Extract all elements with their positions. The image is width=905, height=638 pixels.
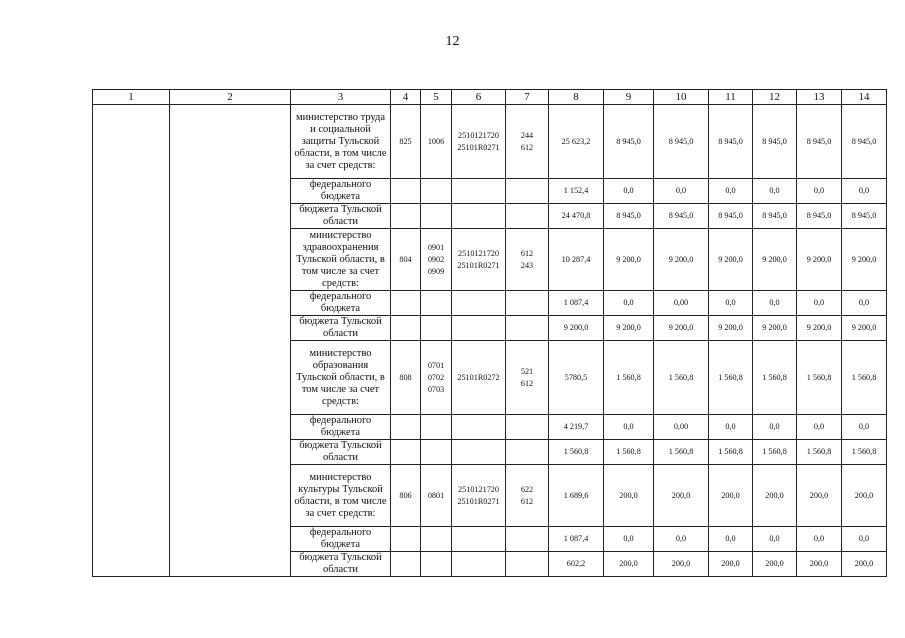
value-cell: 25 623,2 xyxy=(549,105,604,179)
value-cell: 0,0 xyxy=(709,291,753,316)
row-label: министерство культуры Тульской области, в том числе за счет средств: xyxy=(291,465,391,527)
cell-col-7 xyxy=(506,465,549,527)
cell-col-5 xyxy=(421,204,452,229)
value-cell: 5780,5 xyxy=(549,341,604,415)
cell-col-5 xyxy=(421,527,452,552)
cell-line: 612 xyxy=(520,378,534,388)
cell-col-6 xyxy=(452,229,506,291)
value-cell: 602,2 xyxy=(549,552,604,577)
cell-col-5 xyxy=(421,105,452,179)
value-cell: 0,0 xyxy=(842,179,887,204)
value-cell: 8 945,0 xyxy=(842,204,887,229)
cell-col-7 xyxy=(506,179,549,204)
value-cell: 24 470,8 xyxy=(549,204,604,229)
value-cell: 200,0 xyxy=(604,465,654,527)
cell-line: 0703 xyxy=(427,384,445,394)
cell-line: 0909 xyxy=(427,266,445,276)
cell-line: 244 xyxy=(520,130,534,140)
column-header: 9 xyxy=(604,90,654,105)
column-header: 2 xyxy=(170,90,291,105)
cell-col-6 xyxy=(452,291,506,316)
value-cell: 200,0 xyxy=(797,465,842,527)
value-cell: 9 200,0 xyxy=(797,316,842,341)
cell-line: 0901 xyxy=(427,242,445,252)
cell-col-6 xyxy=(452,341,506,415)
value-cell: 8 945,0 xyxy=(797,204,842,229)
cell-line: 25101R0271 xyxy=(457,260,500,270)
value-cell: 1 560,8 xyxy=(549,440,604,465)
value-cell: 8 945,0 xyxy=(842,105,887,179)
cell-line: 0902 xyxy=(427,254,445,264)
cell-line: 243 xyxy=(520,260,534,270)
cell-col-4: 825 xyxy=(391,105,421,179)
value-cell: 8 945,0 xyxy=(654,105,709,179)
cell-col-7 xyxy=(506,341,549,415)
cell-col-5 xyxy=(421,440,452,465)
column-header: 12 xyxy=(753,90,797,105)
value-cell: 1 087,4 xyxy=(549,527,604,552)
value-cell: 9 200,0 xyxy=(709,229,753,291)
cell-line: 2510121720 xyxy=(458,484,499,494)
value-cell: 0,0 xyxy=(604,291,654,316)
row-label: министерство образования Тульской области, в том числе за счет средств: xyxy=(291,341,391,415)
cell-col-5 xyxy=(421,465,452,527)
cell-col-6 xyxy=(452,440,506,465)
column-header: 6 xyxy=(452,90,506,105)
value-cell: 200,0 xyxy=(753,465,797,527)
table-row xyxy=(93,105,887,179)
column-header: 7 xyxy=(506,90,549,105)
value-cell: 0,0 xyxy=(753,291,797,316)
value-cell: 1 560,8 xyxy=(797,341,842,415)
value-cell: 8 945,0 xyxy=(753,105,797,179)
cell-col-6 xyxy=(452,415,506,440)
value-cell: 8 945,0 xyxy=(654,204,709,229)
value-cell: 9 200,0 xyxy=(842,229,887,291)
value-cell: 200,0 xyxy=(654,552,709,577)
value-cell: 0,0 xyxy=(753,415,797,440)
column-header: 4 xyxy=(391,90,421,105)
value-cell: 0,0 xyxy=(709,415,753,440)
cell-line: 25101R0272 xyxy=(457,372,500,382)
cell-col-5 xyxy=(421,341,452,415)
cell-col-4: 808 xyxy=(391,341,421,415)
value-cell: 200,0 xyxy=(842,465,887,527)
cell-line: 612 xyxy=(520,142,534,152)
value-cell: 9 200,0 xyxy=(753,316,797,341)
value-cell: 1 560,8 xyxy=(709,440,753,465)
value-cell: 9 200,0 xyxy=(604,229,654,291)
row-label: федерального бюджета xyxy=(291,527,391,552)
value-cell: 0,0 xyxy=(709,527,753,552)
column-header: 5 xyxy=(421,90,452,105)
value-cell: 1 087,4 xyxy=(549,291,604,316)
cell-line: 521 xyxy=(520,366,534,376)
value-cell: 200,0 xyxy=(709,465,753,527)
value-cell: 1 560,8 xyxy=(753,341,797,415)
cell-col-2 xyxy=(170,105,291,577)
row-label: федерального бюджета xyxy=(291,291,391,316)
value-cell: 0,0 xyxy=(797,291,842,316)
value-cell: 1 560,8 xyxy=(842,341,887,415)
page-number: 12 xyxy=(445,34,460,49)
value-cell: 8 945,0 xyxy=(604,105,654,179)
cell-col-6 xyxy=(452,179,506,204)
value-cell: 0,0 xyxy=(842,415,887,440)
cell-col-4 xyxy=(391,316,421,341)
column-header: 13 xyxy=(797,90,842,105)
cell-col-5 xyxy=(421,291,452,316)
value-cell: 9 200,0 xyxy=(842,316,887,341)
value-cell: 200,0 xyxy=(604,552,654,577)
cell-line: 2510121720 xyxy=(458,248,499,258)
row-label: федерального бюджета xyxy=(291,415,391,440)
cell-col-4 xyxy=(391,204,421,229)
column-header: 3 xyxy=(291,90,391,105)
value-cell: 10 287,4 xyxy=(549,229,604,291)
cell-col-6 xyxy=(452,105,506,179)
value-cell: 200,0 xyxy=(797,552,842,577)
value-cell: 0,0 xyxy=(604,415,654,440)
value-cell: 1 560,8 xyxy=(797,440,842,465)
cell-col-4 xyxy=(391,415,421,440)
row-label: бюджета Тульской области xyxy=(291,440,391,465)
cell-col-7 xyxy=(506,527,549,552)
value-cell: 0,0 xyxy=(797,179,842,204)
value-cell: 1 560,8 xyxy=(709,341,753,415)
value-cell: 1 560,8 xyxy=(604,341,654,415)
cell-col-4 xyxy=(391,552,421,577)
table-body xyxy=(93,105,887,577)
cell-col-5 xyxy=(421,316,452,341)
value-cell: 200,0 xyxy=(753,552,797,577)
value-cell: 0,0 xyxy=(842,291,887,316)
cell-line: 2510121720 xyxy=(458,130,499,140)
value-cell: 1 560,8 xyxy=(654,440,709,465)
cell-col-7 xyxy=(506,204,549,229)
cell-col-5 xyxy=(421,179,452,204)
value-cell: 8 945,0 xyxy=(709,105,753,179)
cell-col-7 xyxy=(506,291,549,316)
value-cell: 8 945,0 xyxy=(797,105,842,179)
value-cell: 1 560,8 xyxy=(654,341,709,415)
value-cell: 4 219,7 xyxy=(549,415,604,440)
value-cell: 0,0 xyxy=(753,527,797,552)
cell-col-5 xyxy=(421,229,452,291)
cell-col-4: 804 xyxy=(391,229,421,291)
header-row xyxy=(93,90,887,105)
cell-line: 0801 xyxy=(427,490,445,500)
value-cell: 0,0 xyxy=(753,179,797,204)
cell-col-7 xyxy=(506,440,549,465)
value-cell: 200,0 xyxy=(842,552,887,577)
row-label: федерального бюджета xyxy=(291,179,391,204)
column-header: 8 xyxy=(549,90,604,105)
cell-col-7 xyxy=(506,415,549,440)
cell-col-6 xyxy=(452,465,506,527)
cell-line: 612 xyxy=(520,248,534,258)
value-cell: 0,0 xyxy=(797,527,842,552)
cell-col-6 xyxy=(452,204,506,229)
value-cell: 0,00 xyxy=(654,415,709,440)
cell-col-7 xyxy=(506,105,549,179)
cell-col-4 xyxy=(391,291,421,316)
value-cell: 9 200,0 xyxy=(709,316,753,341)
cell-line: 0702 xyxy=(427,372,445,382)
column-header: 14 xyxy=(842,90,887,105)
cell-line: 0701 xyxy=(427,360,445,370)
value-cell: 1 560,8 xyxy=(753,440,797,465)
cell-col-4 xyxy=(391,527,421,552)
value-cell: 0,0 xyxy=(842,527,887,552)
cell-col-7 xyxy=(506,229,549,291)
row-label: министерство здравоохранения Тульской области, в том числе за счет средств: xyxy=(291,229,391,291)
value-cell: 8 945,0 xyxy=(709,204,753,229)
cell-col-5 xyxy=(421,552,452,577)
value-cell: 9 200,0 xyxy=(654,316,709,341)
cell-line: 622 xyxy=(520,484,534,494)
value-cell: 200,0 xyxy=(654,465,709,527)
cell-col-4 xyxy=(391,179,421,204)
cell-line: 25101R0271 xyxy=(457,496,500,506)
value-cell: 0,0 xyxy=(604,179,654,204)
cell-col-7 xyxy=(506,316,549,341)
value-cell: 0,0 xyxy=(709,179,753,204)
column-header: 1 xyxy=(93,90,170,105)
value-cell: 8 945,0 xyxy=(753,204,797,229)
value-cell: 1 560,8 xyxy=(842,440,887,465)
value-cell: 0,0 xyxy=(654,527,709,552)
value-cell: 9 200,0 xyxy=(753,229,797,291)
cell-col-7 xyxy=(506,552,549,577)
value-cell: 0,00 xyxy=(654,291,709,316)
cell-line: 25101R0271 xyxy=(457,142,500,152)
budget-table xyxy=(92,89,887,577)
cell-col-4 xyxy=(391,440,421,465)
value-cell: 1 152,4 xyxy=(549,179,604,204)
row-label: министерство труда и социальной защиты Тульской области, в том числе за счет средств: xyxy=(291,105,391,179)
value-cell: 9 200,0 xyxy=(549,316,604,341)
value-cell: 0,0 xyxy=(797,415,842,440)
row-label: бюджета Тульской области xyxy=(291,552,391,577)
value-cell: 0,0 xyxy=(604,527,654,552)
cell-line: 612 xyxy=(520,496,534,506)
value-cell: 8 945,0 xyxy=(604,204,654,229)
value-cell: 9 200,0 xyxy=(604,316,654,341)
cell-col-4: 806 xyxy=(391,465,421,527)
value-cell: 9 200,0 xyxy=(654,229,709,291)
value-cell: 1 689,6 xyxy=(549,465,604,527)
column-header: 11 xyxy=(709,90,753,105)
row-label: бюджета Тульской области xyxy=(291,316,391,341)
cell-line: 1006 xyxy=(427,136,445,146)
cell-col-1 xyxy=(93,105,170,577)
value-cell: 0,0 xyxy=(654,179,709,204)
value-cell: 9 200,0 xyxy=(797,229,842,291)
column-header: 10 xyxy=(654,90,709,105)
cell-col-6 xyxy=(452,316,506,341)
cell-col-6 xyxy=(452,527,506,552)
value-cell: 200,0 xyxy=(709,552,753,577)
value-cell: 1 560,8 xyxy=(604,440,654,465)
cell-col-5 xyxy=(421,415,452,440)
cell-col-6 xyxy=(452,552,506,577)
row-label: бюджета Тульской области xyxy=(291,204,391,229)
